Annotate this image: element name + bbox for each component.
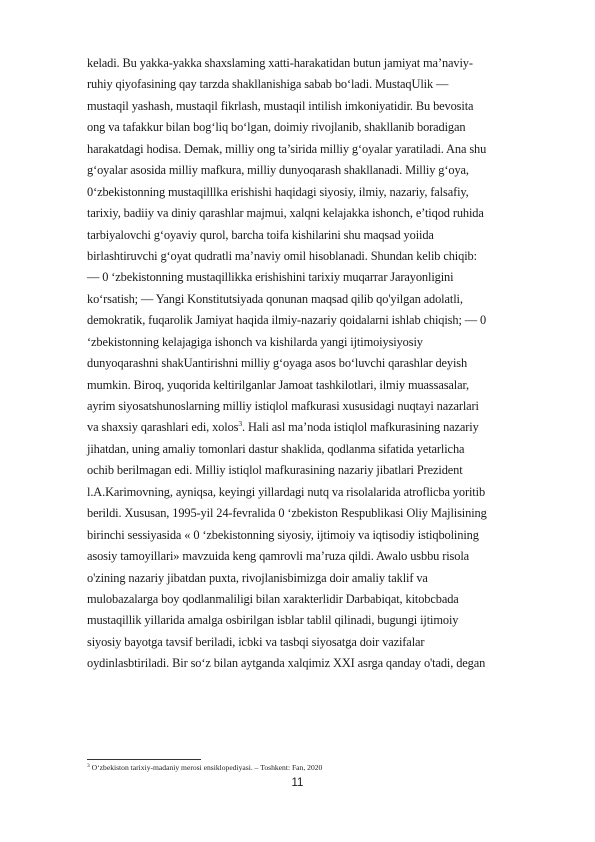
text-line: harakatdagi hodisa. Demak, milliy ong ta’sirida milliy g‘oyalar yaratiladi. Ana shu	[87, 141, 487, 156]
text-line: birinchi sessiyasida « 0 ‘zbekistonning siyosiy, ijtimoiy va iqtisodiy istiqbolining	[87, 527, 479, 542]
footnote-text: O‘zbekiston tarixiy-madaniy merosi ensiklopediyasi. – Toshkent: Fan, 2020	[89, 763, 323, 772]
text-line: — 0 ‘zbekistonning mustaqillikka erishishini tarixiy muqarrar Jarayonligini	[87, 270, 454, 285]
text-line: birlashtiruvchi g‘oyat qudratli ma’naviy omil hisoblanadi. Shundan kelib chiqib:	[87, 248, 477, 263]
text-line: tarbiyalovchi g‘oyaviy qurol, barcha toifa kishilarini shu maqsad yoiida	[87, 227, 434, 242]
text-line: l.A.Karimovning, ayniqsa, keyingi yillardagi nutq va risolalarida atroflicba yoritib	[87, 484, 486, 499]
text-line-with-footnote	[87, 417, 557, 438]
text-line: mumkin. Biroq, yuqorida keltirilganlar Jamoat tashkilotlari, ilmiy muassasalar,	[87, 377, 469, 392]
text-line: oydinlasbtiriladi. Bir so‘z bilan aytganda xalqimiz XXI asrga qanday o'tadi, degan	[87, 656, 486, 671]
text-line: ruhiy qiyofasining qay tarzda shakllanishiga sabab bo‘ladi. MustaqUlik —	[87, 77, 449, 92]
text-line: tarixiy, badiiy va diniy qarashlar majmui, xalqni kelajakka ishonch, e’tiqod ruhida	[87, 206, 484, 221]
text-line: jihatdan, uning amaliy tomonlari dastur shaklida, qodlanma sifatida yetarlicha	[87, 441, 465, 456]
text-line: mustaqil yashash, mustaqil fikrlash, mustaqil intilish imkoniyatidir. Bu bevosita	[87, 98, 474, 113]
text-line: berildi. Xususan, 1995-yil 24-fevralida 0 ‘zbekiston Respublikasi Oliy Majlisining	[87, 506, 487, 521]
footnote-divider	[87, 759, 201, 760]
body-text	[87, 53, 557, 675]
text-line: g‘oyalar asosida milliy mafkura, milliy dunyoqarash shakllanadi. Milliy g‘oya,	[87, 163, 469, 178]
footnote	[87, 762, 322, 773]
text-line: ko‘rsatish; — Yangi Konstitutsiyada qonunan maqsad qilib qo'yilgan adolatli,	[87, 291, 463, 306]
text-line: o'zining nazariy jibatdan puxta, rivojlanisbimizga doir amaliy taklif va	[87, 570, 428, 585]
text-line: demokratik, fuqarolik Jamiyat haqida ilmiy-nazariy qoidalarni ishlab chiqish; — 0	[87, 313, 487, 328]
text-line: mulobazalarga boy qodlanmaliligi bilan xarakterlidir Darbabiqat, kitobcbada	[87, 591, 459, 606]
footnote-marker: 3	[87, 763, 90, 769]
page-number: 11	[291, 777, 304, 789]
text-line: siyosiy bayotga tavsif beriladi, icbki va tasbqi siyosatga doir vazifalar	[87, 634, 425, 649]
text-line: mustaqillik yillarida amalga osbirilgan isblar tablil qilinadi, bugungi ijtimoiy	[87, 613, 459, 628]
text-line: keladi. Bu yakka-yakka shaxslaming xatti-harakatidan butun jamiyat ma’naviy-	[87, 56, 473, 70]
text-line: dunyoqarashni shakUantirishni milliy g‘oyaga asos bo‘luvchi qarashlar deyish	[87, 356, 468, 371]
footnote-reference[interactable]: 3	[238, 419, 242, 429]
text-line: ‘zbekistonning kelajagiga ishonch va kishilarda yangi ijtimoiysiyosiy	[87, 334, 423, 349]
text-segment: . Hali asl ma’noda istiqlol mafkurasining nazariy	[242, 420, 479, 435]
text-line: ong va tafakkur bilan bog‘liq bo‘lgan, doimiy rivojlanib, shakllanib boradigan	[87, 120, 466, 135]
text-line: ochib berilmagan edi. Milliy istiqlol mafkurasining nazariy jibatlari Prezident	[87, 463, 463, 478]
text-line: asosiy tamoyillari» mavzuida keng qamrovli ma’ruza qildi. Awalo usbbu risola	[87, 549, 470, 564]
text-segment: va shaxsiy qarashlari edi, xolos	[87, 420, 239, 435]
text-line: ayrim siyosatshunoslarning milliy istiqlol mafkurasi xususidagi nuqtayi nazarlari	[87, 399, 479, 413]
text-line: 0‘zbekistonning mustaqilllka erishishi haqidagi siyosiy, ilmiy, nazariy, falsafiy,	[87, 184, 469, 199]
